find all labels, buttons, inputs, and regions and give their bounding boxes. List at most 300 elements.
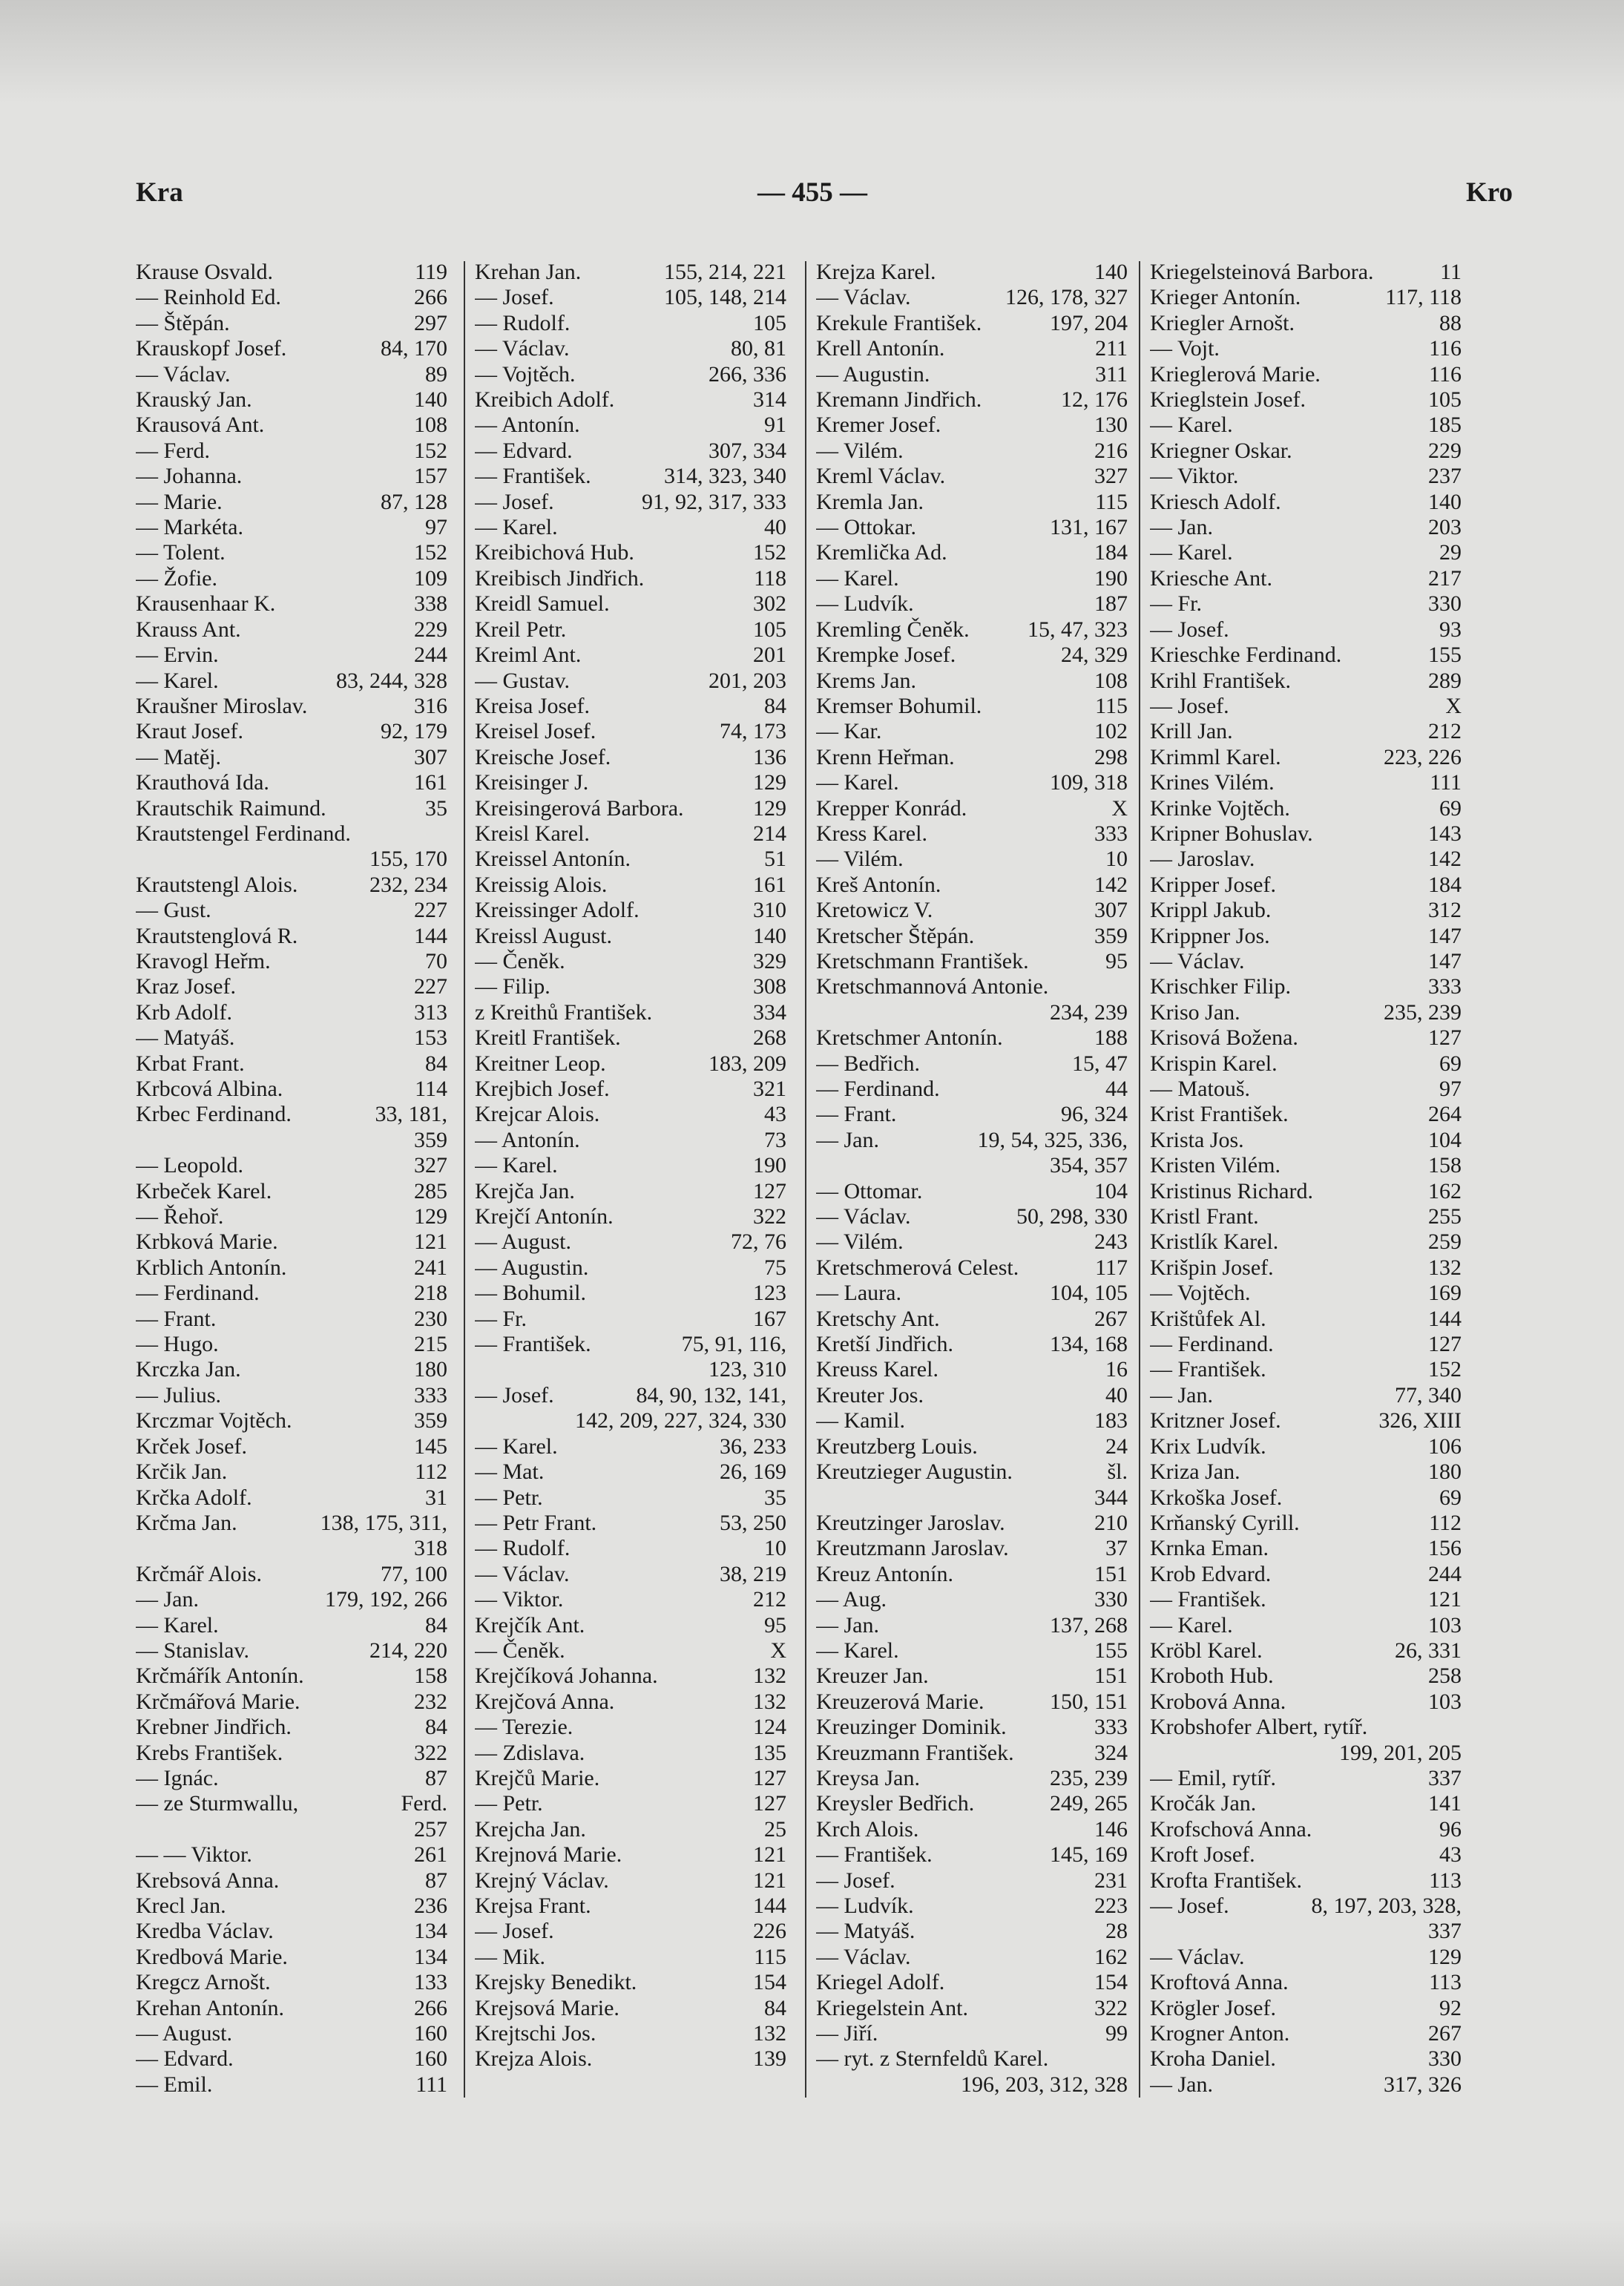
entry-name: — Kar.: [816, 719, 882, 744]
index-entry: [136, 1255, 447, 1281]
entry-name: — August.: [475, 1229, 572, 1255]
entry-name: Kredba Václav.: [136, 1919, 274, 1944]
entry-name: — Řehoř.: [136, 1204, 224, 1229]
index-entry: [136, 1766, 447, 1791]
entry-pages: 97: [425, 515, 447, 540]
index-entry: [816, 2072, 1128, 2098]
entry-pages: 87, 128: [381, 489, 447, 514]
entry-name: Krobová Anna.: [1150, 1689, 1286, 1714]
entry-name: Kreisl Karel.: [475, 821, 590, 846]
entry-pages: 317, 326: [1384, 2072, 1462, 2097]
entry-pages: 140: [753, 923, 786, 948]
index-entry: [136, 540, 447, 565]
index-entry: [475, 464, 786, 489]
entry-name: Krňanský Cyrill.: [1150, 1510, 1300, 1535]
entry-pages: 84, 170: [381, 336, 447, 361]
entry-name: — Jan.: [1150, 2072, 1213, 2097]
index-entry: [1150, 1842, 1462, 1868]
index-entry: [816, 1307, 1128, 1332]
entry-pages: 218: [414, 1281, 447, 1306]
entry-pages: 80, 81: [731, 336, 786, 361]
entry-pages: 146: [1094, 1816, 1128, 1842]
entry-pages: 158: [1428, 1153, 1462, 1178]
entry-pages: 127: [753, 1791, 786, 1816]
entry-pages: 87: [425, 1765, 447, 1790]
index-entry: [1150, 439, 1462, 464]
entry-name: Kreisingerová Barbora.: [475, 795, 684, 821]
entry-name: — Julius.: [136, 1382, 222, 1408]
entry-name: Krell Antonín.: [816, 336, 945, 361]
index-entry: [1150, 669, 1462, 694]
index-entry: [816, 1077, 1128, 1102]
entry-pages: 190: [1094, 565, 1128, 591]
entry-pages: 144: [1428, 1306, 1462, 1331]
index-entry: [136, 745, 447, 770]
entry-name: — Josef.: [1150, 693, 1229, 718]
entry-pages: 96: [1439, 1816, 1462, 1842]
entry-name: — Karel.: [475, 1153, 558, 1178]
entry-name: — Ferdinand.: [136, 1281, 260, 1306]
index-entry: [136, 1741, 447, 1766]
index-entry: [136, 1383, 447, 1408]
entry-name: — Žofie.: [136, 565, 217, 591]
entry-pages: 344: [1094, 1485, 1128, 1510]
index-entry: [136, 1459, 447, 1485]
index-entry: [136, 1970, 447, 1995]
page-number: — 455 —: [757, 177, 867, 208]
entry-pages: 229: [1428, 438, 1462, 463]
index-entry: [1150, 413, 1462, 438]
entry-pages: 15, 47, 323: [1028, 617, 1128, 642]
index-entry: [475, 1919, 786, 1944]
entry-pages: 162: [1094, 1944, 1128, 1969]
entry-name: Krepper Konrád.: [816, 795, 967, 821]
index-entry: [136, 515, 447, 540]
entry-name: Kreml Václav.: [816, 464, 946, 489]
entry-pages: 241: [414, 1255, 447, 1280]
entry-name: Kriso Jan.: [1150, 999, 1240, 1025]
entry-name: Kročák Jan.: [1150, 1791, 1257, 1816]
index-entry: [475, 1996, 786, 2021]
index-entry: [136, 1000, 447, 1025]
entry-pages: 155, 214, 221: [664, 260, 786, 284]
entry-name: Kreissinger Adolf.: [475, 898, 640, 923]
entry-name: [136, 1128, 408, 1153]
entry-pages: 74, 173: [720, 719, 786, 744]
entry-pages: 261: [414, 1842, 447, 1868]
index-entry: [816, 1229, 1128, 1255]
index-entry: [136, 1434, 447, 1459]
entry-name: Kravogl Heřm.: [136, 948, 271, 973]
entry-pages: 289: [1428, 668, 1462, 693]
index-entry: [475, 413, 786, 438]
entry-name: Kreiml Ant.: [475, 643, 582, 668]
entry-pages: 327: [1094, 464, 1128, 489]
entry-name: — Josef.: [1150, 617, 1229, 642]
entry-name: Krautstenglová R.: [136, 923, 298, 948]
entry-name: Kretschmannová Antonie.: [816, 974, 1049, 999]
entry-pages: 53, 250: [720, 1510, 786, 1535]
entry-name: Kremann Jindřich.: [816, 387, 982, 413]
entry-pages: 255: [1428, 1204, 1462, 1229]
entry-name: — Ferdinand.: [1150, 1332, 1274, 1357]
page-top-shade: [0, 0, 1624, 104]
index-entry: [816, 1459, 1128, 1485]
index-entry: [816, 898, 1128, 923]
index-entry: [816, 1153, 1128, 1178]
entry-pages: 113: [1429, 1868, 1462, 1893]
entry-pages: 111: [1430, 770, 1462, 795]
entry-name: Krištůfek Al.: [1150, 1306, 1266, 1331]
entry-pages: 91: [764, 413, 786, 438]
index-entry: [1150, 336, 1462, 361]
entry-pages: 35: [764, 1485, 786, 1510]
entry-pages: Ferd.: [401, 1791, 447, 1816]
entry-name: Kreutzinger Jaroslav.: [816, 1510, 1005, 1535]
index-entry: [816, 1357, 1128, 1382]
entry-name: Kreitl František.: [475, 1025, 621, 1051]
entry-name: Kreuz Antonín.: [816, 1561, 953, 1586]
index-entry: [1150, 1281, 1462, 1306]
index-entry: [1150, 719, 1462, 744]
index-entry: [1150, 1051, 1462, 1077]
entry-name: — Jiří.: [816, 2021, 878, 2046]
entry-name: Krnka Eman.: [1150, 1536, 1269, 1561]
index-entry: [475, 1000, 786, 1025]
entry-name: Krauskopf Josef.: [136, 336, 287, 361]
entry-pages: 105: [753, 617, 786, 642]
entry-name: — ryt. z Sternfeldů Karel.: [816, 2046, 1049, 2072]
index-entry: [475, 1357, 786, 1382]
entry-pages: 235, 239: [1384, 999, 1462, 1025]
index-entry: [136, 336, 447, 361]
entry-name: — Karel.: [136, 1612, 219, 1638]
index-entry: [475, 847, 786, 872]
index-entry: [1150, 898, 1462, 923]
entry-name: — Marie.: [136, 489, 223, 514]
index-entry: [816, 2021, 1128, 2046]
index-entry: [475, 873, 786, 898]
index-column-2: [475, 260, 786, 2072]
index-entry: [136, 643, 447, 668]
entry-pages: 129: [414, 1204, 447, 1229]
page-bottom-shade: [0, 2218, 1624, 2286]
entry-name: — Edvard.: [475, 438, 573, 463]
index-entry: [816, 1051, 1128, 1077]
entry-pages: 167: [753, 1306, 786, 1331]
entry-name: Krčmář Alois.: [136, 1561, 262, 1586]
index-entry: [816, 1970, 1128, 1995]
entry-name: Kremla Jan.: [816, 489, 924, 514]
index-entry: [475, 566, 786, 591]
entry-pages: 156: [1428, 1536, 1462, 1561]
index-entry: [475, 1562, 786, 1587]
index-entry: [475, 490, 786, 515]
index-entry: [816, 821, 1128, 847]
entry-name: — Mik.: [475, 1944, 546, 1969]
index-entry: [136, 1204, 447, 1229]
index-entry: [816, 1332, 1128, 1357]
entry-name: Kreisinger J.: [475, 770, 589, 795]
entry-pages: 69: [1439, 795, 1462, 821]
entry-pages: 112: [1429, 1510, 1462, 1535]
index-entry: [475, 1715, 786, 1740]
entry-pages: 108: [414, 413, 447, 438]
entry-name: Krejbich Josef.: [475, 1077, 610, 1101]
entry-name: — Mat.: [475, 1459, 545, 1485]
entry-pages: 28: [1105, 1919, 1128, 1944]
entry-pages: X: [1111, 795, 1128, 821]
index-entry: [816, 1434, 1128, 1459]
entry-pages: 314: [753, 387, 786, 413]
entry-pages: 155: [1428, 643, 1462, 668]
index-entry: [136, 1128, 447, 1153]
entry-name: Krauský Jan.: [136, 387, 252, 413]
index-entry: [136, 1587, 447, 1612]
index-entry: [475, 1536, 786, 1561]
entry-pages: 234, 239: [1050, 999, 1128, 1025]
entry-pages: 121: [753, 1842, 786, 1868]
index-entry: [1150, 1408, 1462, 1433]
index-entry: [475, 1970, 786, 1995]
index-entry: [1150, 2021, 1462, 2046]
index-entry: [136, 1485, 447, 1511]
index-entry: [816, 1102, 1128, 1127]
index-entry: [816, 873, 1128, 898]
entry-name: — Karel.: [1150, 1612, 1233, 1638]
index-entry: [475, 1511, 786, 1536]
index-entry: [136, 1868, 447, 1893]
entry-name: — Stanislav.: [136, 1638, 250, 1663]
index-entry: [136, 285, 447, 310]
entry-pages: 35: [425, 795, 447, 821]
index-entry: [136, 1817, 447, 1842]
entry-pages: 354, 357: [1050, 1153, 1128, 1178]
entry-name: — Emil, rytíř.: [1150, 1765, 1276, 1790]
entry-pages: 214, 220: [369, 1638, 447, 1663]
entry-pages: 139: [753, 2046, 786, 2072]
entry-pages: 36, 233: [720, 1433, 786, 1459]
entry-pages: 33, 181,: [375, 1102, 447, 1127]
entry-pages: 324: [1094, 1740, 1128, 1765]
entry-name: Kreissel Antonín.: [475, 847, 631, 872]
index-entry: [1150, 1536, 1462, 1561]
entry-name: Kretší Jindřich.: [816, 1332, 953, 1357]
entry-name: [816, 1485, 1088, 1511]
entry-name: Krček Josef.: [136, 1433, 247, 1459]
index-entry: [475, 1587, 786, 1612]
index-entry: [475, 591, 786, 617]
index-entry: [475, 1051, 786, 1077]
index-entry: [136, 1051, 447, 1077]
index-entry: [136, 1791, 447, 1816]
index-entry: [816, 949, 1128, 974]
entry-name: Krix Ludvík.: [1150, 1433, 1266, 1459]
index-entry: [475, 770, 786, 795]
index-entry: [475, 1868, 786, 1893]
entry-pages: 187: [1094, 591, 1128, 617]
entry-pages: 226: [753, 1919, 786, 1944]
entry-name: — August.: [136, 2021, 233, 2046]
index-entry: [475, 1945, 786, 1970]
index-entry: [1150, 1153, 1462, 1178]
index-entry: [136, 1281, 447, 1306]
entry-pages: 267: [1094, 1306, 1128, 1331]
index-entry: [136, 311, 447, 336]
entry-name: — Bedřich.: [816, 1051, 920, 1076]
entry-name: — Ludvík.: [816, 591, 914, 617]
entry-pages: 131, 167: [1050, 515, 1128, 540]
entry-name: Krogner Anton.: [1150, 2021, 1290, 2046]
index-entry: [136, 1638, 447, 1663]
entry-pages: 75: [764, 1255, 786, 1280]
entry-pages: 37: [1105, 1536, 1128, 1561]
entry-name: Kreissl August.: [475, 923, 613, 948]
entry-pages: 147: [1428, 923, 1462, 948]
index-entry: [816, 260, 1128, 285]
entry-pages: 84, 90, 132, 141,: [636, 1382, 786, 1408]
entry-name: [136, 1536, 408, 1561]
index-entry: [816, 719, 1128, 744]
index-entry: [1150, 949, 1462, 974]
index-entry: [816, 413, 1128, 438]
entry-name: Krofta František.: [1150, 1868, 1302, 1893]
entry-pages: 123, 310: [709, 1357, 786, 1382]
entry-name: [1150, 1741, 1333, 1766]
index-entry: [1150, 643, 1462, 668]
entry-name: — Václav.: [816, 1944, 911, 1969]
entry-name: [136, 847, 364, 872]
entry-name: — František.: [475, 464, 591, 489]
entry-pages: 211: [1095, 336, 1128, 361]
entry-pages: 140: [1094, 260, 1128, 284]
running-head-right: Kro: [1465, 177, 1513, 208]
entry-name: — Václav.: [475, 336, 570, 361]
entry-pages: 135: [753, 1740, 786, 1765]
entry-pages: 151: [1094, 1663, 1128, 1689]
entry-pages: 232, 234: [369, 872, 447, 897]
entry-pages: 307: [1094, 898, 1128, 923]
index-entry: [475, 694, 786, 719]
entry-name: Krblich Antonín.: [136, 1255, 287, 1280]
entry-pages: 333: [1094, 1715, 1128, 1740]
entry-pages: 127: [753, 1765, 786, 1790]
index-entry: [136, 1715, 447, 1740]
index-entry: [475, 387, 786, 413]
entry-name: Kritzner Josef.: [1150, 1408, 1281, 1433]
entry-name: Krejcha Jan.: [475, 1816, 586, 1842]
index-entry: [136, 617, 447, 643]
entry-pages: 127: [1428, 1025, 1462, 1051]
entry-pages: 244: [414, 643, 447, 668]
index-entry: [136, 1689, 447, 1715]
index-entry: [1150, 617, 1462, 643]
entry-name: [816, 1000, 1044, 1025]
index-entry: [475, 1102, 786, 1127]
index-entry: [816, 515, 1128, 540]
entry-name: Krejsová Marie.: [475, 1995, 619, 2020]
index-entry: [475, 1128, 786, 1153]
entry-name: Krbeček Karel.: [136, 1178, 272, 1203]
entry-pages: 113: [1429, 1970, 1462, 1995]
index-entry: [1150, 821, 1462, 847]
entry-name: Kreuzerová Marie.: [816, 1689, 984, 1714]
entry-pages: 359: [1094, 923, 1128, 948]
entry-name: Kreutzmann Jaroslav.: [816, 1536, 1009, 1561]
entry-pages: 89: [425, 361, 447, 387]
entry-pages: 11: [1440, 260, 1462, 284]
entry-name: — Josef.: [475, 1919, 554, 1944]
entry-name: Kristinus Richard.: [1150, 1178, 1313, 1203]
entry-name: Krist František.: [1150, 1102, 1289, 1127]
entry-pages: 180: [414, 1357, 447, 1382]
entry-pages: 298: [1094, 744, 1128, 769]
entry-pages: 105, 148, 214: [664, 285, 786, 310]
entry-name: Krauthová Ida.: [136, 770, 269, 795]
index-entry: [475, 669, 786, 694]
index-entry: [475, 898, 786, 923]
index-entry: [816, 1562, 1128, 1587]
index-entry: [816, 566, 1128, 591]
index-entry: [136, 1357, 447, 1382]
entry-name: — Vojtěch.: [1150, 1281, 1251, 1306]
entry-name: [816, 2072, 955, 2098]
entry-name: Krch Alois.: [816, 1816, 919, 1842]
entry-name: — Johanna.: [136, 464, 243, 489]
entry-pages: 77, 100: [381, 1561, 447, 1586]
entry-name: Krauss Ant.: [136, 617, 241, 642]
entry-pages: 44: [1105, 1077, 1128, 1101]
entry-pages: 102: [1094, 719, 1128, 744]
index-entry: [475, 515, 786, 540]
entry-name: Krejča Jan.: [475, 1178, 575, 1203]
index-entry: [1150, 540, 1462, 565]
entry-name: Krines Vilém.: [1150, 770, 1275, 795]
entry-name: Kroftová Anna.: [1150, 1970, 1289, 1995]
index-entry: [1150, 1766, 1462, 1791]
entry-name: Krbková Marie.: [136, 1229, 278, 1255]
entry-pages: 158: [414, 1663, 447, 1689]
entry-pages: 114: [415, 1077, 447, 1101]
entry-pages: 212: [753, 1587, 786, 1612]
index-entry: [816, 1663, 1128, 1689]
entry-pages: 88: [1439, 310, 1462, 335]
index-entry: [1150, 285, 1462, 310]
entry-name: Krekule František.: [816, 310, 982, 335]
entry-name: — Ludvík.: [816, 1893, 914, 1918]
index-entry: [816, 1613, 1128, 1638]
entry-pages: 359: [414, 1127, 447, 1152]
index-entry: [475, 1332, 786, 1357]
index-entry: [816, 1817, 1128, 1842]
index-entry: [1150, 924, 1462, 949]
entry-pages: 138, 175, 311,: [320, 1510, 447, 1535]
index-entry: [136, 2072, 447, 2098]
entry-name: Kreisa Josef.: [475, 693, 590, 718]
entry-name: Krbcová Albina.: [136, 1077, 283, 1101]
index-entry: [136, 1153, 447, 1178]
index-entry: [475, 974, 786, 999]
index-entry: [816, 490, 1128, 515]
entry-name: — Edvard.: [136, 2046, 234, 2072]
index-entry: [1150, 770, 1462, 795]
index-entry: [475, 2021, 786, 2046]
index-entry: [1150, 1025, 1462, 1051]
index-entry: [136, 566, 447, 591]
index-entry: [475, 1741, 786, 1766]
entry-pages: 154: [1094, 1970, 1128, 1995]
index-entry: [475, 1077, 786, 1102]
